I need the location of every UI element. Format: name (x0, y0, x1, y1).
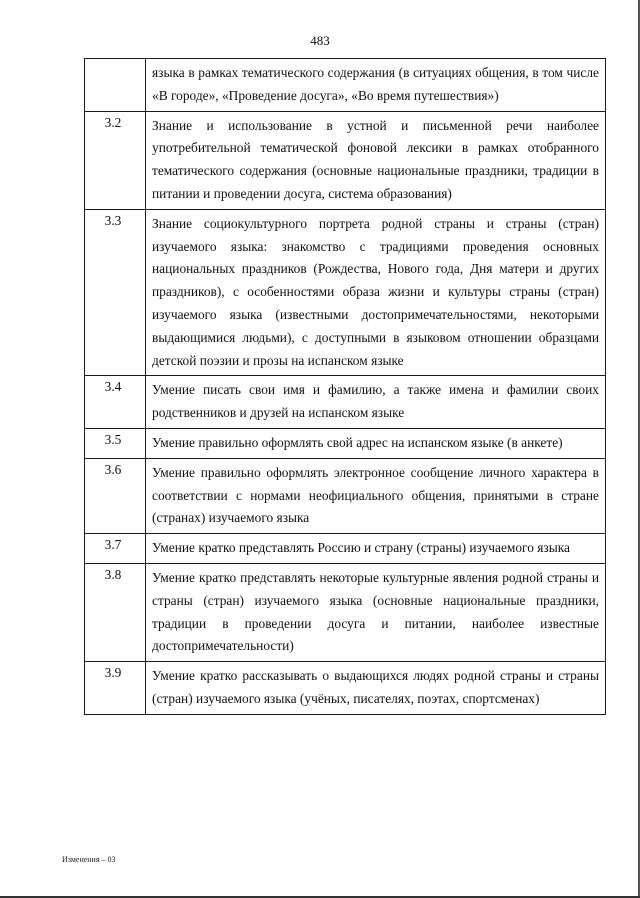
table-row (85, 662, 606, 715)
row-number: 3.5 (85, 428, 146, 458)
row-text: Умение правильно оформлять свой адрес на испанском языке (в анкете) (146, 428, 606, 458)
row-number: 3.9 (85, 662, 146, 715)
row-text: Умение кратко рассказывать о выдающихся людях родной страны и страны (стран) изучаемого языка (учёных, писателях, поэтах, спортсменах) (146, 662, 606, 715)
row-number: 3.4 (85, 376, 146, 429)
footer-revision-note: Изменения – 03 (62, 855, 116, 864)
row-number: 3.2 (85, 111, 146, 209)
table-row (85, 534, 606, 564)
row-number: 3.8 (85, 563, 146, 661)
row-text: Умение писать свои имя и фамилию, а также имена и фамилии своих родственников и друзей на испанском языке (146, 376, 606, 429)
content-table (84, 58, 606, 715)
row-number: 3.7 (85, 534, 146, 564)
row-text: Знание социокультурного портрета родной страны и страны (стран) изучаемого языка: знакомство с традициями проведения основных национальных праздников (Рождества, Нового года, Дня матери и других праздников), с особенностями образа жизни и культуры страны (стран) изучаемого языка (известными достопримечательностями, некоторыми выдающимися людьми), с доступными в языковом отношении образцами детской поэзии и прозы на испанском языке (146, 209, 606, 376)
row-text: Знание и использование в устной и письменной речи наиболее употребительной тематической фоновой лексики в рамках отобранного тематического содержания (основные национальные праздники, традиции в питании и проведении досуга, система образования) (146, 111, 606, 209)
table-row (85, 428, 606, 458)
table-row (85, 111, 606, 209)
table-row (85, 59, 606, 112)
row-text: Умение правильно оформлять электронное сообщение личного характера в соответствии с нормами неофициального общения, принятыми в стране (странах) изучаемого языка (146, 458, 606, 533)
page-number: 483 (310, 33, 330, 48)
table-row (85, 209, 606, 376)
row-text: Умение кратко представлять Россию и страну (страны) изучаемого языка (146, 534, 606, 564)
row-number (85, 59, 146, 112)
row-text: Умение кратко представлять некоторые культурные явления родной страны и страны (стран) изучаемого языка (основные национальные праздники, традиции в проведении досуга и питании, наиболее известные достопримечательности) (146, 563, 606, 661)
table-row (85, 458, 606, 533)
row-text: языка в рамках тематического содержания (в ситуациях общения, в том числе «В городе», «Проведение досуга», «Во время путешествия») (146, 59, 606, 112)
row-number: 3.3 (85, 209, 146, 376)
row-number: 3.6 (85, 458, 146, 533)
table-row (85, 376, 606, 429)
table-row (85, 563, 606, 661)
